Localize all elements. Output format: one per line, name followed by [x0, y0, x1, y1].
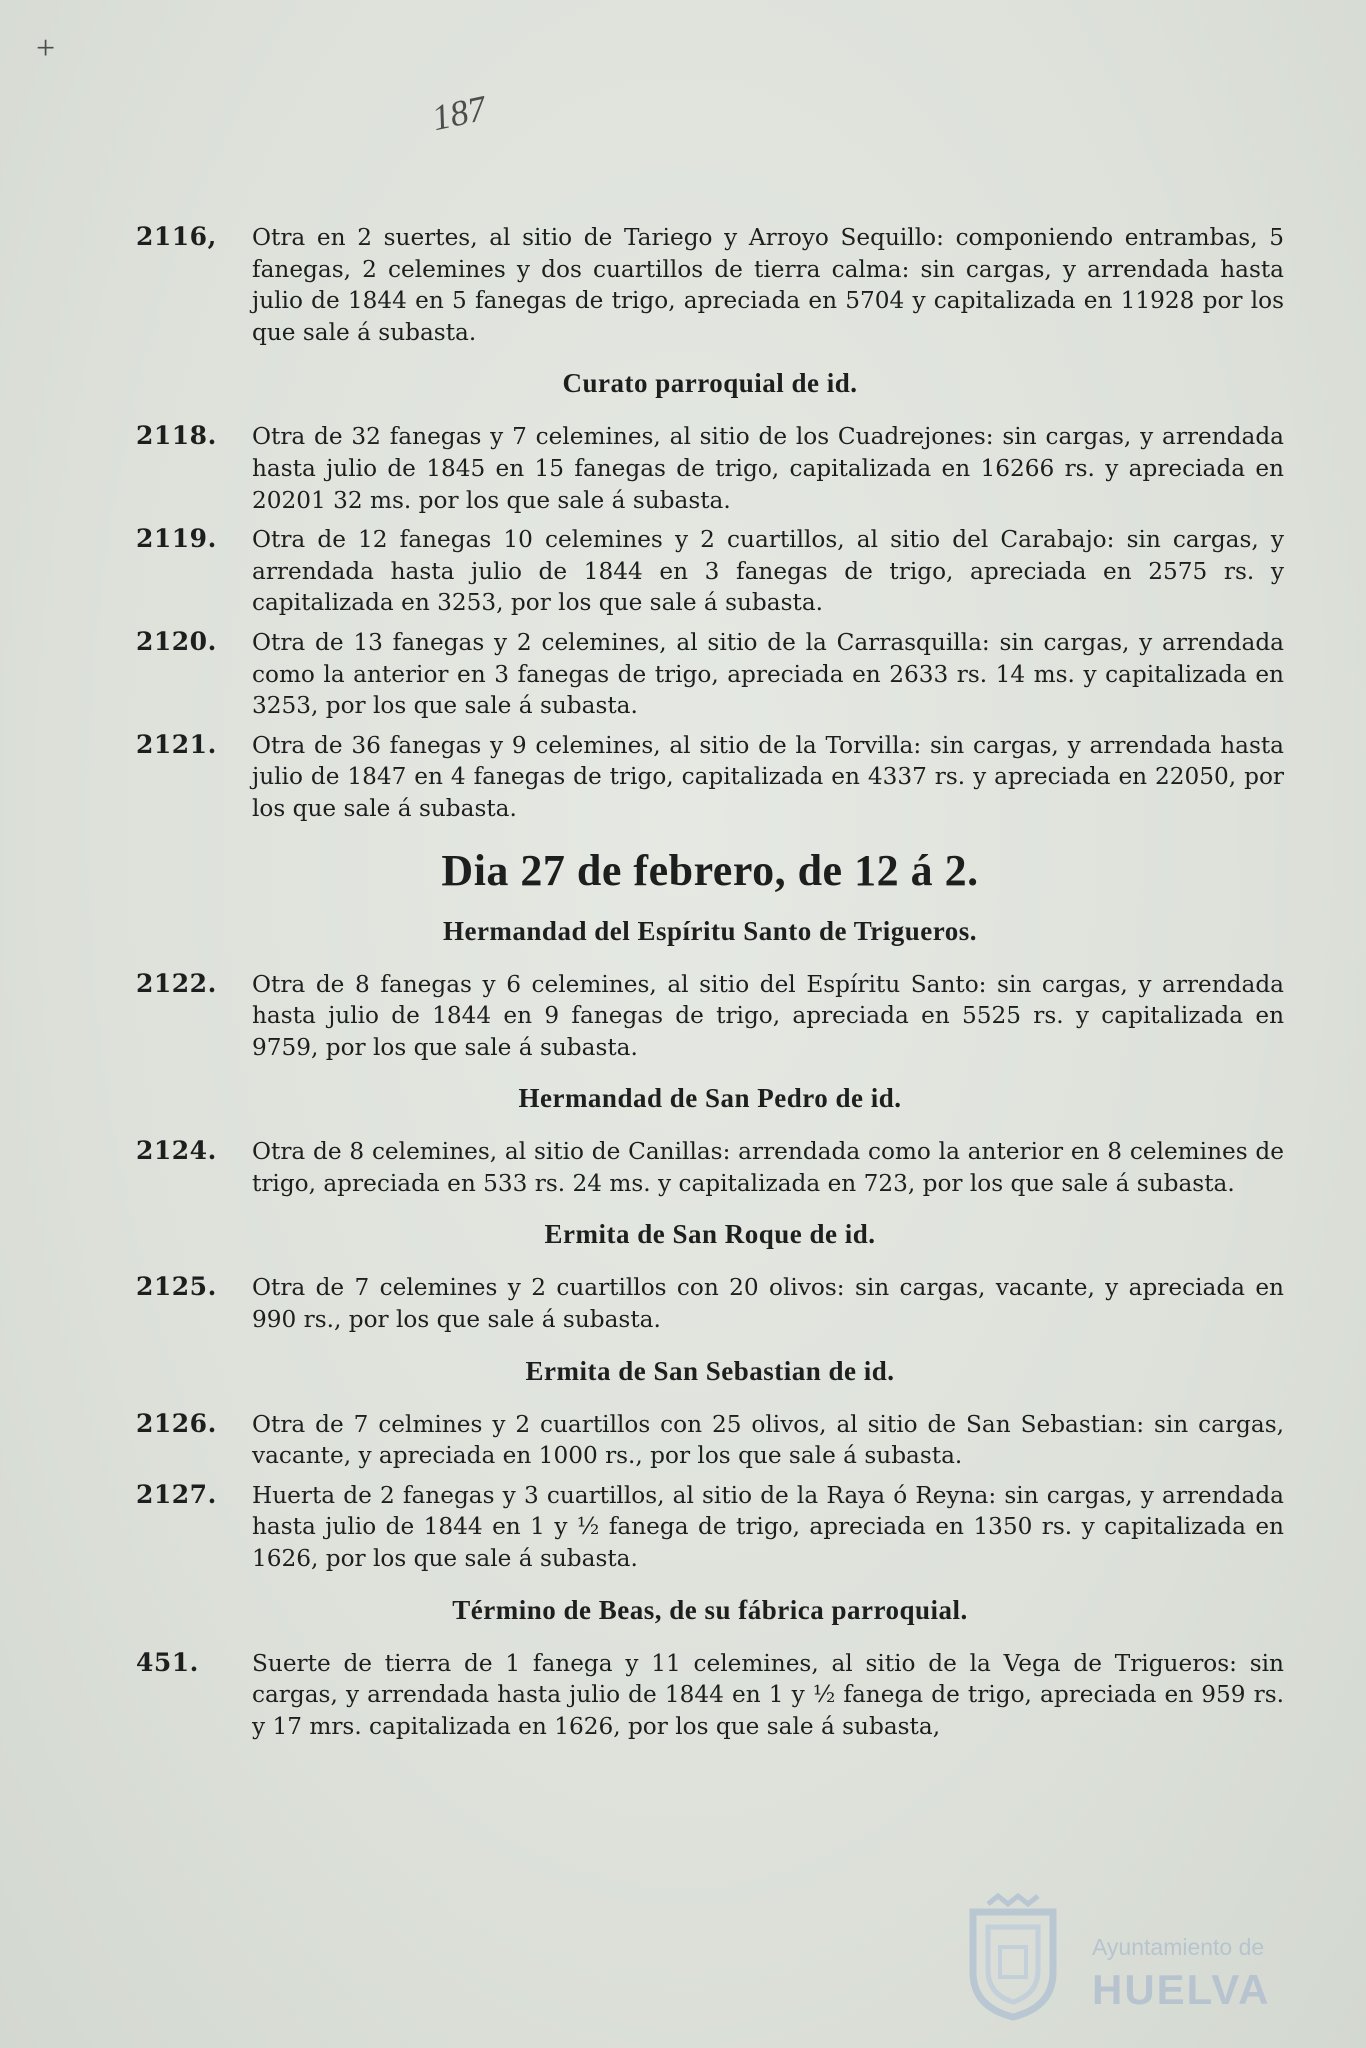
entry	[136, 969, 1284, 1064]
entry-number: 2125.	[136, 1272, 217, 1302]
section-heading-curato: Curato parroquial de id.	[562, 368, 858, 399]
watermark-line2: HUELVA	[1092, 1966, 1271, 2013]
watermark	[948, 1892, 1308, 2022]
entry-text: Otra de 36 fanegas y 9 celemines, al sitio de la Torvilla: sin cargas, y arrendada hasta julio de 1847 en 4 fanegas de trigo, capitalizada en 4337 rs. y apreciada en 22050, por los que sale á subasta.	[252, 731, 1284, 822]
entry-text: Otra de 8 celemines, al sitio de Canillas: arrendada como la anterior en 8 celemines de trigo, apreciada en 533 rs. 24 ms. y capitalizada en 723, por los que sale á subasta.	[252, 1138, 1284, 1197]
entry	[136, 1480, 1284, 1575]
entry-text: Suerte de tierra de 1 fanega y 11 celemines, al sitio de la Vega de Trigueros: sin cargas, y arrendada hasta julio de 1844 en 1 y ½ fanega de trigo, apreciada en 959 rs. y 17 mrs. capitalizada en 1626, por los que sale á subasta,	[252, 1649, 1284, 1740]
entry	[136, 421, 1284, 516]
entry-number: 2127.	[136, 1479, 217, 1509]
document-content	[136, 222, 1284, 1750]
margin-cross-mark: +	[36, 30, 56, 67]
entry-text: Otra de 13 fanegas y 2 celemines, al sitio de la Carrasquilla: sin cargas, y arrendada como la anterior en 3 fanegas de trigo, apreciada en 2633 rs. 14 ms. y capitalizada en 3253, por los que sale á subasta.	[252, 628, 1284, 720]
city-seal-icon	[948, 1892, 1078, 2022]
entry-number: 2126.	[136, 1408, 217, 1438]
entry	[136, 1648, 1284, 1743]
entry-text: Otra en 2 suertes, al sitio de Tariego y Arroyo Sequillo: componiendo entrambas, 5 fanegas, 2 celemines y dos cuartillos de tierra calma: sin cargas, y arrendada hasta julio de 1844 en 5 fanegas de trigo, apreciada en 5704 y capitalizada en 11928 por los que sale á subasta.	[252, 224, 1284, 346]
entry	[136, 730, 1284, 825]
section-heading-beas: Término de Beas, de su fábrica parroquial.	[452, 1594, 968, 1625]
entry-number: 2121.	[136, 729, 217, 759]
entry-text: Otra de 7 celmines y 2 cuartillos con 25 olivos, al sitio de San Sebastian: sin cargas, vacante, y apreciada en 1000 rs., por los que sale á subasta.	[252, 1410, 1284, 1470]
entry	[136, 222, 1284, 348]
entry-text: Huerta de 2 fanegas y 3 cuartillos, al sitio de la Raya ó Reyna: sin cargas, y arrendada hasta julio de 1844 en 1 y ½ fanega de trigo, apreciada en 1350 rs. y capitalizada en 1626, por los que sale á subasta.	[252, 1481, 1284, 1573]
section-heading-espiritu-santo: Hermandad del Espíritu Santo de Trigueros.	[442, 915, 978, 946]
section-heading-san-roque: Ermita de San Roque de id.	[544, 1219, 876, 1250]
folio-number: 187	[428, 87, 490, 139]
watermark-line1: Ayuntamiento de	[1092, 1934, 1265, 1960]
entry	[136, 524, 1284, 619]
entry-number: 451.	[136, 1647, 199, 1677]
entry-number: 2124.	[136, 1136, 217, 1166]
entry-text: Otra de 32 fanegas y 7 celemines, al sitio de los Cuadrejones: sin cargas, y arrendada hasta julio de 1845 en 15 fanegas de trigo, capitalizada en 16266 rs. y apreciada en 20201 32 ms. por los que sale á subasta.	[252, 423, 1284, 514]
entry	[136, 1136, 1284, 1199]
day-heading: Dia 27 de febrero, de 12 á 2.	[441, 845, 979, 895]
entry-number: 2116,	[136, 222, 217, 251]
section-heading-san-pedro: Hermandad de San Pedro de id.	[518, 1083, 902, 1114]
entry-number: 2118.	[136, 421, 217, 451]
entry-number: 2120.	[136, 626, 217, 656]
entry	[136, 1272, 1284, 1335]
entry-text: Otra de 12 fanegas 10 celemines y 2 cuartillos, al sitio del Carabajo: sin cargas, y arrendada hasta julio de 1844 en 3 fanegas de trigo, apreciada en 2575 rs. y capitalizada en 3253, por los que sale á subasta.	[252, 526, 1284, 617]
section-heading-san-sebastian: Ermita de San Sebastian de id.	[525, 1355, 895, 1386]
entry	[136, 1409, 1284, 1472]
entry-number: 2119.	[136, 524, 217, 554]
entry-number: 2122.	[136, 968, 217, 998]
entry-text: Otra de 7 celemines y 2 cuartillos con 20 olivos: sin cargas, vacante, y apreciada en 990 rs., por los que sale á subasta.	[252, 1274, 1284, 1334]
entry-text: Otra de 8 fanegas y 6 celemines, al sitio del Espíritu Santo: sin cargas, y arrendada hasta julio de 1844 en 9 fanegas de trigo, apreciada en 5525 rs. y capitalizada en 9759, por los que sale á subasta.	[252, 970, 1284, 1061]
entry	[136, 627, 1284, 722]
